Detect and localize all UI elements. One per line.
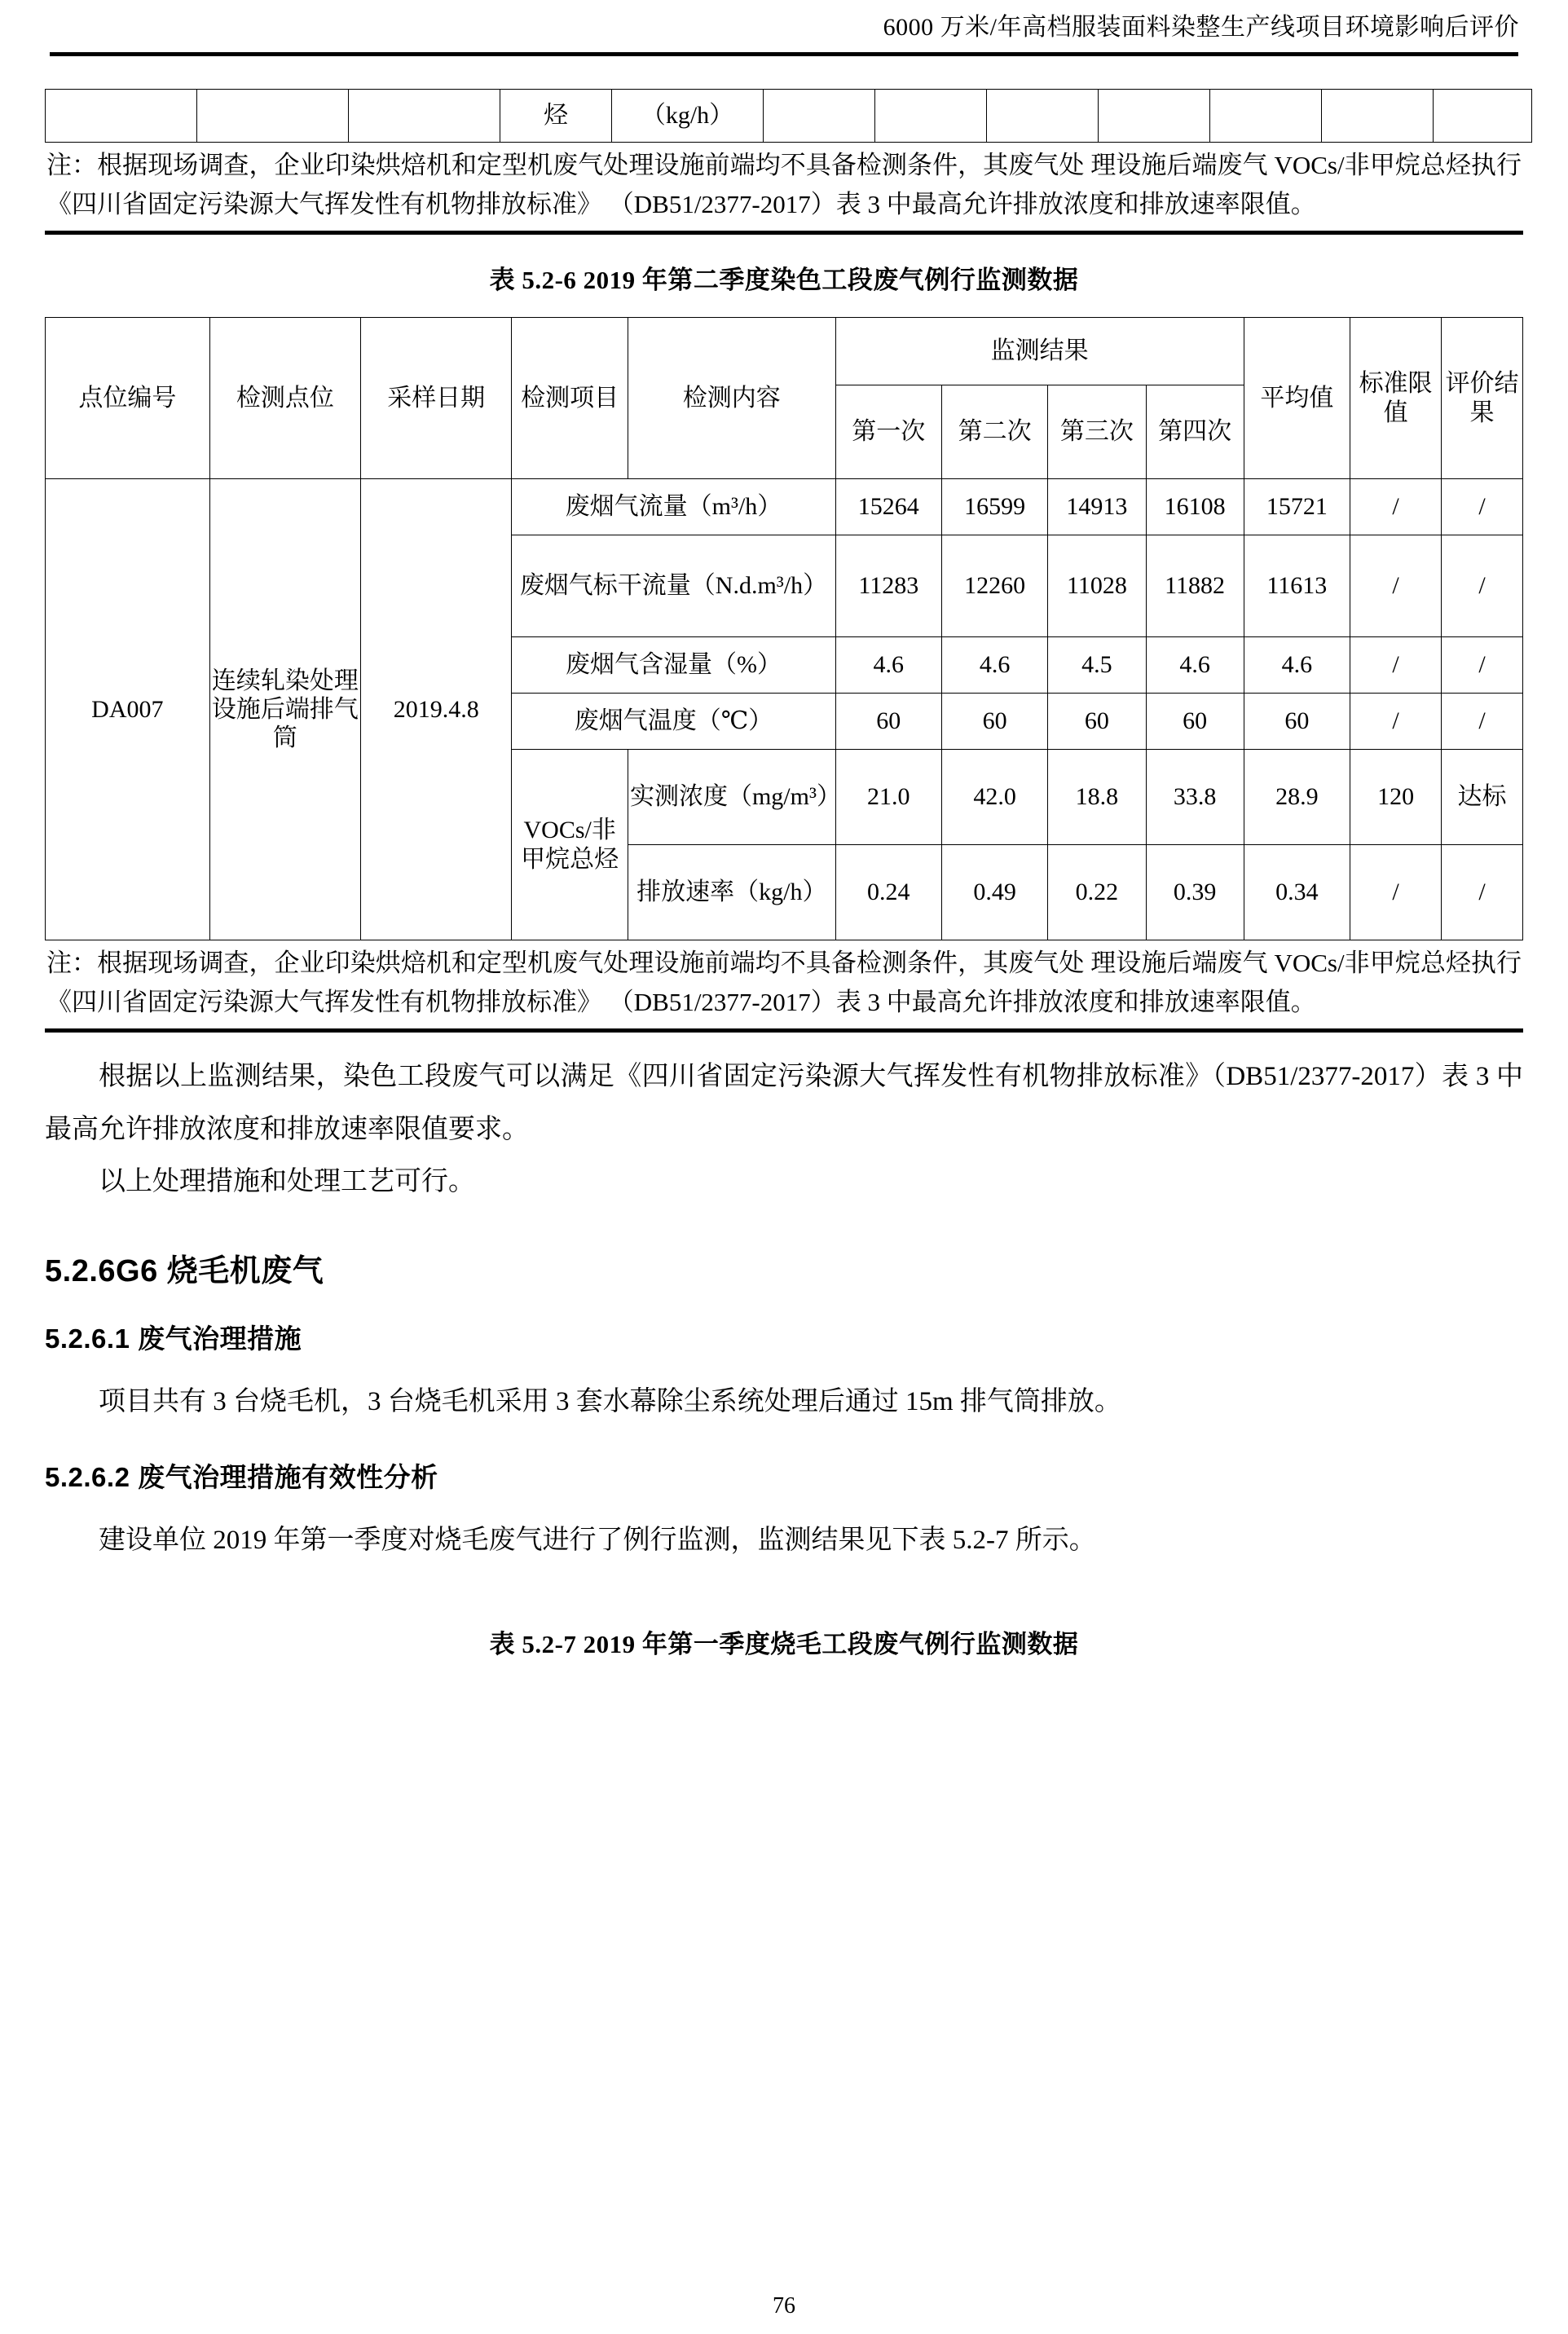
cell-evaluation: / (1442, 694, 1523, 750)
table-note-1-line2: 理设施后端废气 VOCs/非甲烷总烃执行《四川省固定污染源大气挥发性有机物排放标准》 (46, 151, 1522, 219)
cell-point-no: DA007 (46, 479, 210, 940)
header-average: 平均值 (1244, 318, 1350, 479)
heading-5-2-6-1: 5.2.6.1 废气治理措施 (45, 1323, 302, 1354)
monitoring-data-table (45, 317, 1523, 940)
cell-average: 4.6 (1244, 637, 1350, 694)
header-result-3: 第三次 (1048, 385, 1146, 479)
header-results-group: 监测结果 (835, 318, 1244, 385)
cell-evaluation: 达标 (1442, 750, 1523, 845)
table-note-1-line1: 注：根据现场调查，企业印染烘焙机和定型机废气处理设施前端均不具备检测条件，其废气处 (46, 151, 1085, 179)
header-standard-limit: 标准限值 (1350, 318, 1442, 479)
note-bottom-rule (45, 231, 1523, 235)
cell-standard-limit: / (1350, 535, 1442, 637)
fragment-cell-item: 烃 (500, 90, 612, 143)
cell-result-1: 21.0 (835, 750, 941, 845)
page-number: 76 (773, 2293, 795, 2319)
cell-evaluation: / (1442, 535, 1523, 637)
cell-evaluation: / (1442, 845, 1523, 940)
cell-result-1: 60 (835, 694, 941, 750)
header-result-1: 第一次 (835, 385, 941, 479)
table-note-2-line2: 理设施后端废气 VOCs/非甲烷总烃执行《四川省固定污染源大气挥发性有机物排放标准》 (46, 949, 1522, 1017)
cell-sample-date: 2019.4.8 (361, 479, 512, 940)
cell-result-3: 14913 (1048, 479, 1146, 535)
header-result-2: 第二次 (941, 385, 1047, 479)
header-test-content: 检测内容 (628, 318, 835, 479)
cell-test-content: 废烟气标干流量（N.d.m³/h） (512, 535, 835, 637)
table-caption-5-2-6: 表 5.2-6 2019 年第二季度染色工段废气例行监测数据 (489, 266, 1079, 295)
table-header-row-1 (46, 318, 1523, 385)
cell-average: 15721 (1244, 479, 1350, 535)
fragment-cell-empty (764, 90, 875, 143)
cell-test-content: 实测浓度（mg/m³） (628, 750, 835, 845)
cell-standard-limit: / (1350, 845, 1442, 940)
paragraph-treatment-measures: 项目共有 3 台烧毛机，3 台烧毛机采用 3 套水幕除尘系统处理后通过 15m 排气筒排放。 (99, 1387, 1121, 1417)
table-note-2 (45, 940, 1523, 1028)
cell-test-content: 废烟气流量（m³/h） (512, 479, 835, 535)
fragment-cell-empty (1434, 90, 1532, 143)
cell-evaluation: / (1442, 637, 1523, 694)
fragment-cell-empty (197, 90, 349, 143)
table-caption-5-2-7: 表 5.2-7 2019 年第一季度烧毛工段废气例行监测数据 (489, 1629, 1079, 1658)
table-row (46, 479, 1523, 535)
cell-standard-limit: / (1350, 637, 1442, 694)
header-evaluation: 评价结果 (1442, 318, 1523, 479)
cell-result-4: 4.6 (1146, 637, 1244, 694)
heading-5-2-6-2: 5.2.6.2 废气治理措施有效性分析 (45, 1461, 438, 1492)
cell-result-1: 4.6 (835, 637, 941, 694)
cell-result-2: 42.0 (941, 750, 1047, 845)
spacer (45, 1566, 1523, 1599)
cell-result-2: 0.49 (941, 845, 1047, 940)
table-row (46, 90, 1532, 143)
cell-test-content: 废烟气含湿量（%） (512, 637, 835, 694)
continued-table-fragment (45, 89, 1523, 235)
cell-result-3: 0.22 (1048, 845, 1146, 940)
cell-result-4: 33.8 (1146, 750, 1244, 845)
heading-5-2-6: 5.2.6G6 烧毛机废气 (45, 1254, 324, 1289)
fragment-cell-empty (46, 90, 197, 143)
table-note-1 (45, 143, 1523, 231)
cell-result-2: 4.6 (941, 637, 1047, 694)
header-rule (50, 52, 1518, 56)
table-note-2-line1: 注：根据现场调查，企业印染烘焙机和定型机废气处理设施前端均不具备检测条件，其废气处 (46, 949, 1085, 978)
cell-result-1: 0.24 (835, 845, 941, 940)
cell-result-4: 0.39 (1146, 845, 1244, 940)
table-note-1-line3: （DB51/2377-2017）表 3 中最高允许排放浓度和排放速率限值。 (608, 190, 1316, 219)
cell-result-1: 15264 (835, 479, 941, 535)
fragment-cell-empty (1099, 90, 1210, 143)
running-header-title: 6000 万米/年高档服装面料染整生产线项目环境影响后评价 (883, 14, 1519, 41)
cell-result-3: 11028 (1048, 535, 1146, 637)
cell-result-3: 60 (1048, 694, 1146, 750)
cell-standard-limit: 120 (1350, 750, 1442, 845)
cell-result-2: 60 (941, 694, 1047, 750)
fragment-cell-empty (1322, 90, 1434, 143)
cell-result-2: 12260 (941, 535, 1047, 637)
paragraph-effectiveness-analysis: 建设单位 2019 年第一季度对烧毛废气进行了例行监测，监测结果见下表 5.2-7 所示。 (99, 1525, 1096, 1555)
header-point-no: 点位编号 (46, 318, 210, 479)
cell-result-3: 18.8 (1048, 750, 1146, 845)
cell-standard-limit: / (1350, 479, 1442, 535)
cell-test-item-vocs: VOCs/非甲烷总烃 (512, 750, 628, 940)
header-point-location: 检测点位 (209, 318, 360, 479)
cell-result-4: 11882 (1146, 535, 1244, 637)
cell-evaluation: / (1442, 479, 1523, 535)
header-test-item: 检测项目 (512, 318, 628, 479)
cell-average: 28.9 (1244, 750, 1350, 845)
cell-standard-limit: / (1350, 694, 1442, 750)
cell-average: 60 (1244, 694, 1350, 750)
cell-result-3: 4.5 (1048, 637, 1146, 694)
cell-result-4: 16108 (1146, 479, 1244, 535)
table-note-2-line3: （DB51/2377-2017）表 3 中最高允许排放浓度和排放速率限值。 (608, 988, 1316, 1017)
paragraph-feasibility: 以上处理措施和处理工艺可行。 (99, 1166, 475, 1196)
cell-test-content: 废烟气温度（℃） (512, 694, 835, 750)
fragment-cell-empty (1210, 90, 1322, 143)
cell-average: 0.34 (1244, 845, 1350, 940)
spacer (45, 1033, 1523, 1050)
header-result-4: 第四次 (1146, 385, 1244, 479)
fragment-table (45, 89, 1532, 143)
cell-point-location: 连续轧染处理设施后端排气筒 (209, 479, 360, 940)
cell-average: 11613 (1244, 535, 1350, 637)
page-footer (0, 2293, 1568, 2319)
cell-result-1: 11283 (835, 535, 941, 637)
header-sample-date: 采样日期 (361, 318, 512, 479)
cell-result-4: 60 (1146, 694, 1244, 750)
fragment-cell-empty (987, 90, 1099, 143)
cell-result-2: 16599 (941, 479, 1047, 535)
fragment-cell-unit: （kg/h） (612, 90, 764, 143)
cell-test-content: 排放速率（kg/h） (628, 845, 835, 940)
fragment-cell-empty (875, 90, 987, 143)
fragment-cell-empty (349, 90, 500, 143)
paragraph-conclusion-dyeing: 根据以上监测结果，染色工段废气可以满足《四川省固定污染源大气挥发性有机物排放标准》（DB51/2377-2017）表 3 中最高允许排放浓度和排放速率限值要求。 (45, 1062, 1523, 1144)
